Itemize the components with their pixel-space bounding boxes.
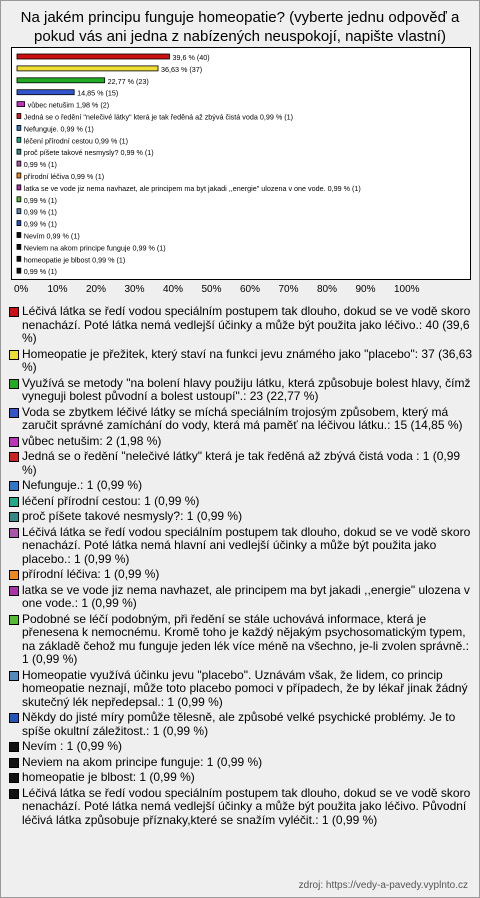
legend-item: [8, 495, 474, 509]
legend-swatch: [9, 452, 19, 462]
x-tick-label: 0%: [14, 284, 29, 295]
legend-text: Homeopatie využívá účinku jevu "placebo". Uznávám však, že lidem, co princip homeopatie neznají, může toto placebo pomoci v případech, že by lékař jinak žádný skutečný lék nepředepsal.: 1 (0,99 %): [22, 667, 468, 709]
bar-label: latka se ve vode jiz nema navhazet, ale principem ma byt jakadi ,,energie" ulozena v one vode. 0,99 % (1): [23, 183, 361, 193]
x-tick-label: 60%: [240, 284, 261, 295]
legend-text: Nefunguje.: 1 (0,99 %): [22, 478, 143, 492]
bar: [17, 256, 21, 261]
bar-label: homeopatie je blbost 0,99 % (1): [23, 255, 126, 265]
bar-label: Jedná se o ředění "nelečivé látky" která je tak ředěná až zbývá čistá voda 0,99 % (1): [23, 112, 294, 122]
bar: [17, 173, 21, 178]
bar-label: léčení přírodní cestou 0,99 % (1): [23, 136, 129, 146]
legend-text: Jedná se o ředění "nelečivé látky" která je tak ředěná až zbývá čistá voda : 1 (0,99 %): [22, 449, 461, 477]
bar: [17, 244, 21, 249]
bar: [17, 137, 21, 142]
legend-text: vůbec netušim: 2 (1,98 %): [22, 433, 162, 448]
x-tick-label: 50%: [201, 284, 222, 295]
x-tick-label: 70%: [278, 284, 299, 295]
legend-text: Někdy do jisté míry pomůže tělesně, ale způsobé velké psychické problémy. Je to spíše okultní záležitost.: 1 (0,99 %): [22, 710, 456, 738]
legend-text: Léčivá látka se ředí vodou speciálním postupem tak dlouho, dokud se ve vodě skoro nenachází. Poté látka nemá vedlejší účinky a může být použita jako léčivo. Původní léčivá látka způsobuje příznaky,které se snažím vyléčit.: 1 (0,99 %): [22, 785, 471, 827]
bar: [17, 54, 169, 59]
bar-label: 0,99 % (1): [23, 195, 57, 205]
legend-text: Podobné se léčí podobným, při ředění se stále uchovává informace, která je přenesena k nemocnému. Kromě toho je každý nějakým psychosomatickým typem, na základě čehož mu funguje jeden lék více méně na všechno, je-li zvolen správně.: 1 (0,99 %): [22, 611, 469, 666]
x-tick-label: 100%: [394, 284, 420, 295]
bar: [17, 66, 158, 71]
legend-item: [8, 584, 474, 611]
legend-swatch: [9, 671, 19, 681]
bar-label: Nefunguje. 0,99 % (1): [23, 124, 94, 134]
bar: [17, 233, 21, 238]
bar-label: 0,99 % (1): [23, 160, 57, 170]
legend-swatch: [9, 586, 19, 596]
legend-swatch: [9, 408, 19, 418]
legend-swatch: [9, 615, 19, 625]
legend-text: Léčivá látka se ředí vodou speciálním postupem tak dlouho, dokud se ve vodě skoro nenachází. Poté látka nemá vedlejší účinky a může být použita jako léčivo.: 40 (39,6 %): [22, 304, 471, 345]
legend-swatch: [9, 307, 19, 317]
bar: [17, 221, 21, 226]
bar: [17, 197, 21, 202]
bar-label: vůbec netušim 1,98 % (2): [27, 100, 110, 110]
legend-swatch: [9, 497, 19, 507]
legend-swatch: [9, 512, 19, 522]
legend-item: [8, 756, 474, 770]
legend-text: Neviem na akom principe funguje: 1 (0,99 %): [22, 754, 263, 769]
legend-swatch: [9, 379, 19, 389]
legend-item: [8, 568, 474, 582]
legend-swatch: [9, 437, 19, 447]
legend-item: [8, 435, 474, 449]
plot-area: [11, 47, 471, 280]
bar-label: 39,6 % (40): [172, 53, 210, 62]
legend-swatch: [9, 350, 19, 360]
bar: [17, 125, 21, 130]
bar: [17, 161, 21, 166]
legend-item: [8, 740, 474, 754]
legend-item: [8, 613, 474, 667]
legend-text: latka se ve vode jiz nema navhazet, ale principem ma byt jakadi ,,energie" ulozena v one vode.: 1 (0,99 %): [22, 582, 470, 610]
bar: [17, 268, 21, 273]
legend-swatch: [9, 758, 19, 768]
legend-item: [8, 377, 474, 404]
bar-label: 36,63 % (37): [161, 64, 203, 74]
legend-item: [8, 305, 474, 346]
legend-swatch: [9, 742, 19, 752]
x-tick-label: 10%: [47, 284, 68, 295]
legend-item: [8, 479, 474, 493]
legend-swatch: [9, 570, 19, 580]
legend-text: Využívá se metody "na bolení hlavy použiju látku, která způsobuje bolest hlavy, čímž vyneguji bolest původní a bolest ustoupí".: 23 (22,77 %): [22, 375, 471, 403]
legend-item: [8, 450, 474, 477]
legend-swatch: [9, 481, 19, 491]
chart-title: Na jakém principu funguje homeopatie? (vyberte jednu odpověď a pokud vás ani jedna z nabízených neuspokojí, napište vlastní): [20, 9, 460, 45]
x-tick-label: 80%: [317, 284, 338, 295]
bar-label: Neviem na akom principe funguje 0,99 % (1): [23, 243, 166, 253]
x-tick-label: 90%: [355, 284, 376, 295]
bar-label: proč píšete takové nesmysly? 0,99 % (1): [23, 148, 154, 158]
bar-label: 14,85 % (15): [77, 88, 119, 98]
legend-item: [8, 510, 474, 524]
x-axis: [0, 282, 480, 298]
source-note: zdroj: https://vedy-a-pavedy.vyplnto.cz: [298, 880, 468, 891]
legend-text: léčení přírodní cestou: 1 (0,99 %): [22, 493, 200, 508]
x-tick-label: 20%: [86, 284, 107, 295]
bar: [17, 149, 21, 154]
legend-item: [8, 526, 474, 567]
bar: [17, 185, 21, 190]
bar: [17, 78, 105, 83]
legend-item: [8, 787, 474, 828]
x-tick-label: 40%: [163, 284, 184, 295]
legend-swatch: [9, 713, 19, 723]
bar: [17, 90, 74, 95]
legend-text: Léčivá látka se ředí vodou speciálním postupem tak dlouho, dokud se ve vodě skoro nenachází. Poté látka nemá hlavní ani vedlejší účinky a může být použita jako placebo.: 1 (0,99 %): [22, 524, 471, 566]
legend-text: Homeopatie je přežitek, který staví na funkci jevu známého jako "placebo": 37 (36,63 %): [22, 346, 473, 374]
legend-swatch: [9, 773, 19, 783]
legend-item: [8, 348, 474, 375]
legend-text: přírodní léčiva: 1 (0,99 %): [22, 567, 160, 581]
legend-item: [8, 406, 474, 433]
legend-item: [8, 669, 474, 710]
legend-item: [8, 711, 474, 738]
legend-text: homeopatie je blbost: 1 (0,99 %): [22, 770, 195, 784]
bar: [17, 114, 21, 119]
x-tick-label: 30%: [124, 284, 145, 295]
bar: [17, 102, 25, 107]
legend-text: Nevím : 1 (0,99 %): [22, 739, 123, 753]
legend-text: Voda se zbytkem léčivé látky se míchá speciálním trojosým způsobem, který má zaručit správné zamíchání do vody, která má paměť na léčivou látku.: 15 (14,85 %): [22, 404, 463, 432]
bar-label: 0,99 % (1): [23, 207, 57, 217]
legend-text: proč píšete takové nesmysly?: 1 (0,99 %): [22, 509, 243, 523]
bar: [17, 209, 21, 214]
legend-item: [8, 771, 474, 785]
legend-swatch: [9, 789, 19, 799]
bar-label: Nevím 0,99 % (1): [23, 231, 80, 241]
bar-label: 0,99 % (1): [23, 219, 57, 229]
legend: [8, 305, 474, 829]
bar-label: 0,99 % (1): [23, 267, 57, 277]
bar-label: přírodní léčiva 0,99 % (1): [23, 172, 105, 181]
bar-label: 22,77 % (23): [107, 76, 149, 86]
legend-swatch: [9, 528, 19, 538]
